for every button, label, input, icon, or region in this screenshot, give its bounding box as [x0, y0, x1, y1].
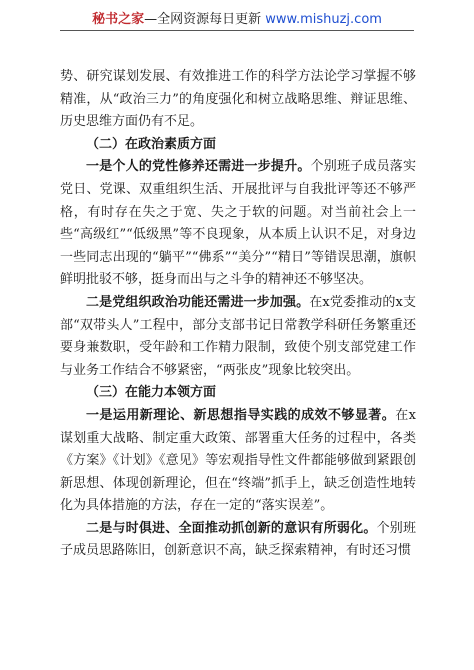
site-tagline: 全网资源每日更新	[157, 12, 262, 27]
paragraph-party-organization	[60, 292, 416, 382]
paragraph-new-theory	[60, 405, 416, 518]
paragraph-lead: 二是党组织政治功能还需进一步加强。	[86, 294, 310, 310]
paragraph-text: 个别班子成员落实党日、党课、双重组织生活、开展批评与自我批评等还不够严格，有时存在失之于宽、失之于软的问题。对当前社会上一些“高级红”“低级黑”等不良现象，从本质上认识不足，对身边一些同志出现的“躺平”“佛系”“美分”“精日”等错误思潮，旗帜鲜明批驳不够，挺身而出与之斗争的精神还不够坚决。	[60, 159, 416, 288]
document-body	[60, 66, 416, 563]
site-url-link[interactable]: www.mishuzj.com	[265, 12, 382, 27]
paragraph-continued: 势、研究谋划发展、有效推进工作的科学方法论学习掌握不够精准，从“政治三力”的角度强化和树立战略思维、辩证思维、历史思维方面仍有不足。	[60, 69, 416, 130]
header-divider	[60, 30, 414, 31]
paragraph-party-spirit	[60, 156, 416, 292]
site-header	[0, 8, 474, 27]
paragraph-text: 在x谋划重大战略、制定重大政策、部署重大任务的过程中，各类《方案》《计划》《意见》等宏观指导性文件都能够做到紧跟创新思想、体现创新理论，但在“终端”抓手上，缺乏创造性地转化为具体措施的方法，存在一定的“落实误差”。	[60, 407, 416, 514]
paragraph-innovation	[60, 518, 416, 563]
section-heading-ability: （三）在能力本领方面	[86, 385, 217, 401]
paragraph-lead: 一是运用新理论、新思想指导实践的成效不够显著。	[86, 407, 396, 423]
paragraph-text: 在x党委推动的x支部“双带头人”工程中，部分支部书记日常教学科研任务繁重还要身兼数职，受年龄和工作精力限制，致使个别支部党建工作与业务工作结合不够紧密，“两张皮”现象比较突出。	[60, 294, 416, 378]
section-heading-political-quality: （二）在政治素质方面	[86, 136, 217, 152]
paragraph-text: 个别班子成员思路陈旧，创新意识不高，缺乏探索精神，有时还习惯	[60, 520, 416, 559]
site-name: 秘书之家	[92, 12, 145, 27]
paragraph-lead: 一是个人的党性修养还需进一步提升。	[86, 159, 311, 175]
header-separator: —	[144, 12, 158, 27]
paragraph-lead: 二是与时俱进、全面推动抓创新的意识有所弱化。	[86, 520, 377, 536]
